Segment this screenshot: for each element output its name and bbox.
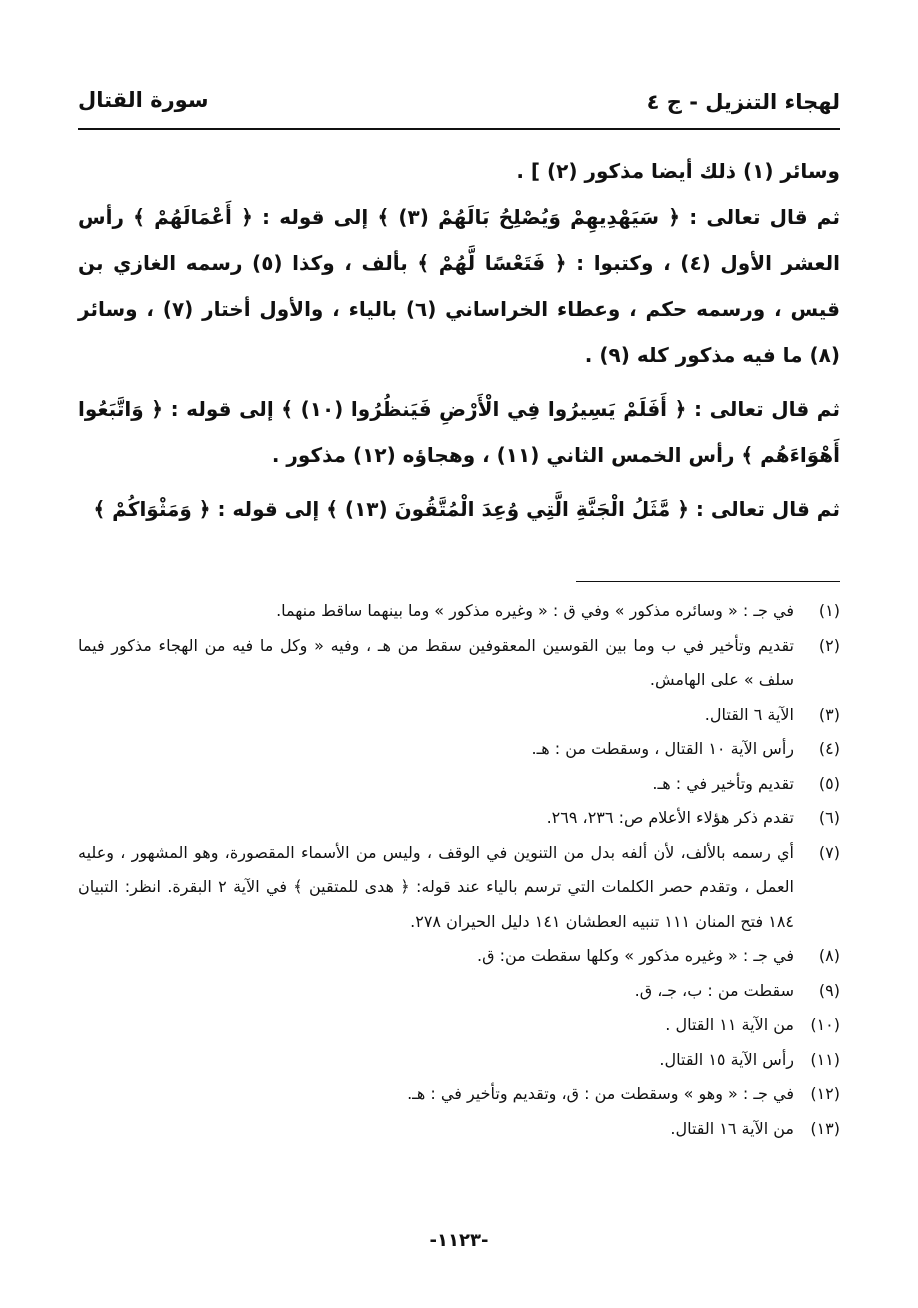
footnote-divider: [576, 581, 840, 582]
footnote-number: (٧): [818, 842, 840, 862]
footnote-number: (٢): [818, 635, 840, 655]
paragraph: ثم قال تعالى : ﴿ سَيَهْدِيهِمْ وَيُصْلِحُ بَالَهُمْ (٣) ﴾ إلى قوله : ﴿ أَعْمَالَهُمْ ﴾ رأس العشر الأول (٤) ، وكتبوا : ﴿ فَتَعْسًا لَّهُمْ ﴾ بألف ، وكذا (٥) رسمه الغازي بن قيس ، ورسمه حكم ، وعطاء الخراساني (٦) بالياء ، والأول أختار (٧) ، وسائر (٨) ما فيه مذكور كله (٩) .: [78, 205, 840, 367]
footnote-number: (٦): [818, 808, 840, 827]
footnote-item: [78, 1008, 840, 1043]
footnote-item: [78, 1043, 840, 1078]
footnote-text: في جـ : « وغيره مذكور » وكلها سقطت من: ق.: [477, 946, 794, 965]
footnote-number: (١): [818, 601, 840, 620]
footnote-number: (٩): [818, 980, 840, 1000]
footnotes: [78, 594, 840, 1146]
footnote-text: أي رسمه بالألف، لأن ألفه بدل من التنوين في الوقف ، وليس من الأسماء المقصورة، وهو المشهور ، وعليه العمل ، وتقدم حصر الكلمات التي ترسم بالياء عند قوله: ﴿ هدى للمتقين ﴾ في الآية ٢ البقرة. انظر: التبيان ١٨٤ فتح المنان ١١١ تنبيه العطشان ١٤١ دليل الحيران ٢٧٨.: [78, 842, 794, 931]
footnote-item: [78, 594, 840, 629]
footnote-item: [78, 698, 840, 733]
footnote-text: تقدم ذكر هؤلاء الأعلام ص: ٢٣٦، ٢٦٩.: [546, 808, 794, 827]
footnote-number: (٥): [818, 773, 840, 793]
footnote-text: من الآية ١١ القتال .: [665, 1015, 794, 1034]
paragraph: وسائر (١) ذلك أيضا مذكور (٢) ] .: [516, 159, 840, 183]
page-header: [78, 84, 840, 124]
footnote-number: (١٠): [810, 1015, 840, 1034]
footnote-text: الآية ٦ القتال.: [704, 704, 794, 724]
footnote-text: في جـ : « وسائره مذكور » وفي ق : « وغيره مذكور » وما بينهما ساقط منهما.: [276, 601, 794, 620]
footnote-item: [78, 939, 840, 974]
footnote-number: (٤): [818, 739, 840, 758]
page-number: -١١٢٣-: [429, 1230, 489, 1251]
paragraph: ثم قال تعالى : ﴿ مَّثَلُ الْجَنَّةِ الَّتِي وُعِدَ الْمُتَّقُونَ (١٣) ﴾ إلى قوله : ﴿ وَمَثْوَاكُمْ ﴾: [93, 497, 840, 521]
header-divider: [78, 128, 840, 130]
book-title: لهجاء التنزيل - ج ٤: [646, 90, 840, 114]
footnote-number: (١٣): [810, 1118, 840, 1138]
footnote-item: [78, 801, 840, 836]
surah-title: سورة القتال: [78, 88, 209, 112]
main-text: [78, 148, 840, 540]
footnote-text: في جـ : « وهو » وسقطت من : ق، وتقديم وتأخير في : هـ.: [407, 1084, 794, 1103]
footnote-item: [78, 1112, 840, 1147]
footnote-text: من الآية ١٦ القتال.: [670, 1118, 794, 1138]
footnote-number: (١٢): [810, 1084, 840, 1103]
footnote-item: [78, 767, 840, 802]
footnote-number: (١١): [810, 1049, 840, 1069]
footnote-item: [78, 629, 840, 698]
footnote-text: سقطت من : ب، جـ، ق.: [634, 980, 794, 1000]
footnote-text: رأس الآية ١٠ القتال ، وسقطت من : هـ.: [531, 739, 794, 758]
footnote-item: [78, 1077, 840, 1112]
footnote-number: (٨): [818, 946, 840, 965]
footnote-text: رأس الآية ١٥ القتال.: [659, 1049, 794, 1069]
footnote-item: [78, 732, 840, 767]
footnote-number: (٣): [818, 704, 840, 724]
footnote-text: تقديم وتأخير في : هـ.: [652, 773, 794, 793]
footnote-item: [78, 974, 840, 1009]
footnote-item: [78, 836, 840, 940]
footnote-text: تقديم وتأخير في ب وما بين القوسين المعقوفين سقط من هـ ، وفيه « وكل ما فيه من الهجاء مذكور فيما سلف » على الهامش.: [78, 635, 794, 689]
paragraph: ثم قال تعالى : ﴿ أَفَلَمْ يَسِيرُوا فِي الْأَرْضِ فَيَنظُرُوا (١٠) ﴾ إلى قوله : ﴿ وَاتَّبَعُوا أَهْوَاءَهُم ﴾ رأس الخمس الثاني (١١) ، وهجاؤه (١٢) مذكور .: [78, 397, 841, 467]
